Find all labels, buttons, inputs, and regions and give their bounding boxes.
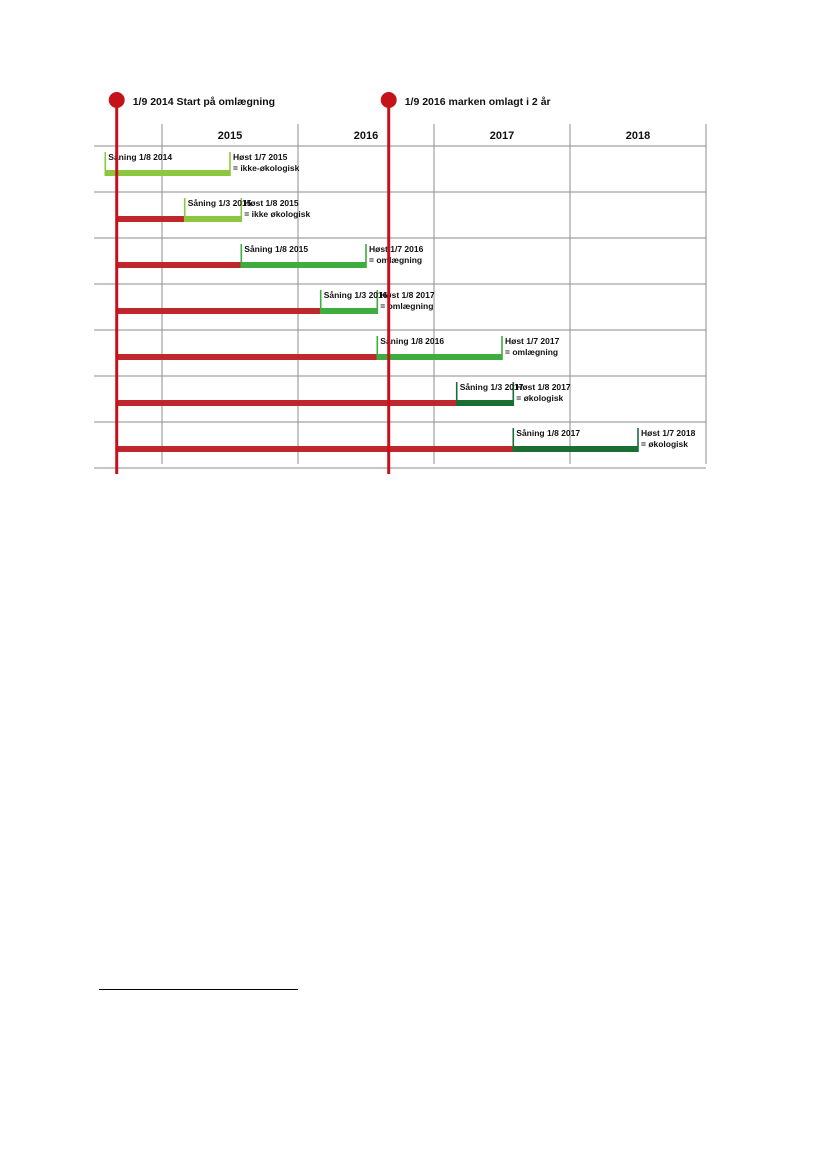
crop-growth-bar (513, 446, 638, 452)
crop-row (117, 336, 560, 360)
status-label: = ikke-økologisk (233, 163, 300, 173)
status-label: = omlægning (369, 255, 423, 265)
crop-row (117, 244, 424, 268)
conversion-period-bar (117, 354, 378, 360)
milestone-dot (109, 92, 125, 108)
year-header-label: 2016 (353, 130, 379, 142)
milestone-label: 1/9 2014 Start på omlægning (132, 96, 276, 108)
conversion-period-bar (117, 216, 185, 222)
sowing-label: Såning 1/3 2016 (323, 290, 388, 300)
milestone-marker (109, 92, 275, 474)
harvest-label: Høst 1/8 2015 (244, 198, 299, 208)
status-label: = økologisk (516, 393, 564, 403)
crop-growth-bar (105, 170, 230, 176)
year-header-label: 2015 (217, 130, 243, 142)
crop-growth-bar (457, 400, 514, 406)
crop-growth-bar (377, 354, 502, 360)
sowing-label: Såning 1/8 2016 (380, 336, 445, 346)
harvest-label: Høst 1/8 2017 (516, 382, 571, 392)
harvest-label: Høst 1/8 2017 (380, 290, 435, 300)
harvest-label: Høst 1/7 2018 (641, 428, 696, 438)
crop-row (117, 290, 435, 314)
harvest-label: Høst 1/7 2016 (369, 244, 424, 254)
sowing-label: Såning 1/3 2017 (459, 382, 524, 392)
status-label: = omlægning (505, 347, 559, 357)
sowing-label: Såning 1/8 2015 (244, 244, 309, 254)
status-label: = omlægning (380, 301, 434, 311)
sowing-label: Såning 1/8 2014 (108, 152, 173, 162)
milestone-dot (381, 92, 397, 108)
status-label: = økologisk (641, 439, 688, 449)
milestone-marker (381, 92, 551, 474)
milestone-markers (109, 92, 551, 474)
sowing-label: Såning 1/8 2017 (516, 428, 581, 438)
footnote-separator (99, 989, 298, 990)
crop-row (105, 152, 299, 176)
conversion-period-bar (117, 262, 242, 268)
crop-growth-bar (241, 262, 366, 268)
harvest-label: Høst 1/7 2017 (505, 336, 560, 346)
year-header-label: 2018 (625, 130, 651, 142)
crop-growth-bar (185, 216, 242, 222)
crop-rows (105, 152, 695, 452)
year-header-label: 2017 (489, 130, 515, 142)
conversion-timeline-diagram (0, 0, 827, 500)
milestone-label: 1/9 2016 marken omlagt i 2 år (404, 96, 551, 108)
crop-row (117, 382, 571, 406)
conversion-period-bar (117, 308, 321, 314)
harvest-label: Høst 1/7 2015 (233, 152, 288, 162)
conversion-period-bar (117, 400, 457, 406)
status-label: = ikke økologisk (244, 209, 311, 219)
crop-growth-bar (321, 308, 378, 314)
crop-row (117, 198, 311, 222)
conversion-period-bar (117, 446, 514, 452)
crop-row (117, 428, 696, 452)
sowing-label: Såning 1/3 2015 (187, 198, 252, 208)
